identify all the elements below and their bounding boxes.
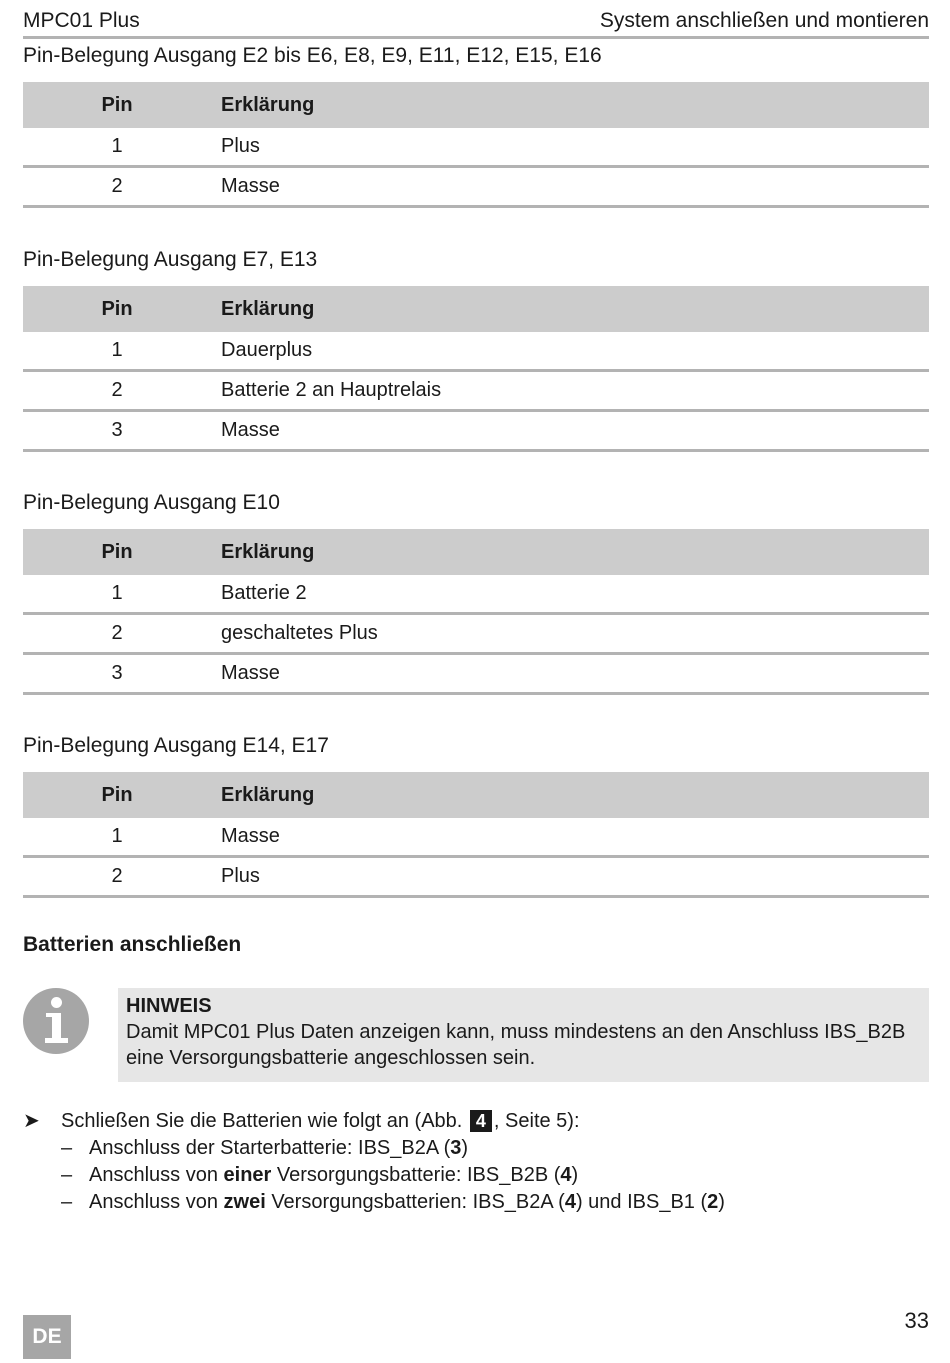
product-name: MPC01 Plus [23,9,140,32]
info-icon [23,988,89,1054]
column-header-explanation: Erklärung [211,286,929,332]
explanation-cell: Batterie 2 an Hauptrelais [211,371,929,411]
pin-table [23,772,929,898]
column-header-explanation: Erklärung [211,82,929,128]
pin-table [23,82,929,208]
table-row [23,857,929,897]
column-header-explanation: Erklärung [211,529,929,575]
connection-list [23,1135,725,1216]
explanation-cell: Masse [211,818,929,857]
pin-cell: 2 [23,167,211,207]
notice-block [23,988,929,1084]
table-header-row [23,529,929,575]
table-header-row [23,772,929,818]
table-row [23,167,929,207]
pin-section-e10 [23,487,929,695]
pin-section-e2 [23,40,929,208]
explanation-cell: geschaltetes Plus [211,614,929,654]
table-row [23,128,929,167]
notice-box [118,988,929,1082]
instruction-block [23,1108,725,1216]
page-number: 33 [904,1308,929,1333]
explanation-cell: Plus [211,128,929,167]
table-row [23,614,929,654]
section-title: Pin-Belegung Ausgang E14, E17 [23,734,329,757]
column-header-pin: Pin [23,82,211,128]
table-row [23,411,929,451]
table-row [23,575,929,614]
explanation-cell: Plus [211,857,929,897]
pin-cell: 1 [23,818,211,857]
table-row [23,371,929,411]
list-item: – Anschluss der Starterbatterie: IBS_B2A (3) [61,1137,469,1159]
section-title: Pin-Belegung Ausgang E10 [23,491,280,514]
chapter-title: System anschließen und montieren [599,9,929,32]
table-header-row [23,82,929,128]
pin-cell: 1 [23,332,211,371]
pin-cell: 3 [23,654,211,694]
figure-reference: 4 [470,1110,492,1132]
column-header-pin: Pin [23,286,211,332]
pin-cell: 2 [23,857,211,897]
pin-cell: 2 [23,614,211,654]
notice-title: HINWEIS [126,995,212,1017]
column-header-pin: Pin [23,529,211,575]
notice-text: Damit MPC01 Plus Daten anzeigen kann, muss mindestens an den Anschluss IBS_B2B eine Versorgungsbatterie angeschlossen sein. [126,1021,906,1069]
table-row [23,654,929,694]
column-header-explanation: Erklärung [211,772,929,818]
explanation-cell: Dauerplus [211,332,929,371]
table-header-row [23,286,929,332]
pin-cell: 1 [23,128,211,167]
pin-table [23,286,929,452]
explanation-cell: Masse [211,411,929,451]
section-title: Pin-Belegung Ausgang E2 bis E6, E8, E9, E11, E12, E15, E16 [23,44,602,67]
instruction-step [23,1108,725,1135]
explanation-cell: Batterie 2 [211,575,929,614]
pin-section-e7 [23,244,929,452]
explanation-cell: Masse [211,167,929,207]
page-header [23,6,929,39]
batteries-heading: Batterien anschließen [23,933,242,956]
pin-cell: 1 [23,575,211,614]
pin-section-e14 [23,730,929,898]
arrow-right-icon: ➤ [23,1110,40,1132]
table-row [23,818,929,857]
pin-cell: 3 [23,411,211,451]
list-item: – Anschluss von zwei Versorgungsbatterien: IBS_B2A (4) und IBS_B1 (2) [61,1191,725,1213]
list-item: – Anschluss von einer Versorgungsbatterie: IBS_B2B (4) [61,1164,579,1186]
pin-table [23,529,929,695]
explanation-cell: Masse [211,654,929,694]
pin-cell: 2 [23,371,211,411]
language-badge: DE [23,1315,71,1359]
instruction-text: Schließen Sie die Batterien wie folgt an (Abb. 4 , Seite 5): [61,1110,580,1132]
column-header-pin: Pin [23,772,211,818]
section-title: Pin-Belegung Ausgang E7, E13 [23,248,318,271]
table-row [23,332,929,371]
